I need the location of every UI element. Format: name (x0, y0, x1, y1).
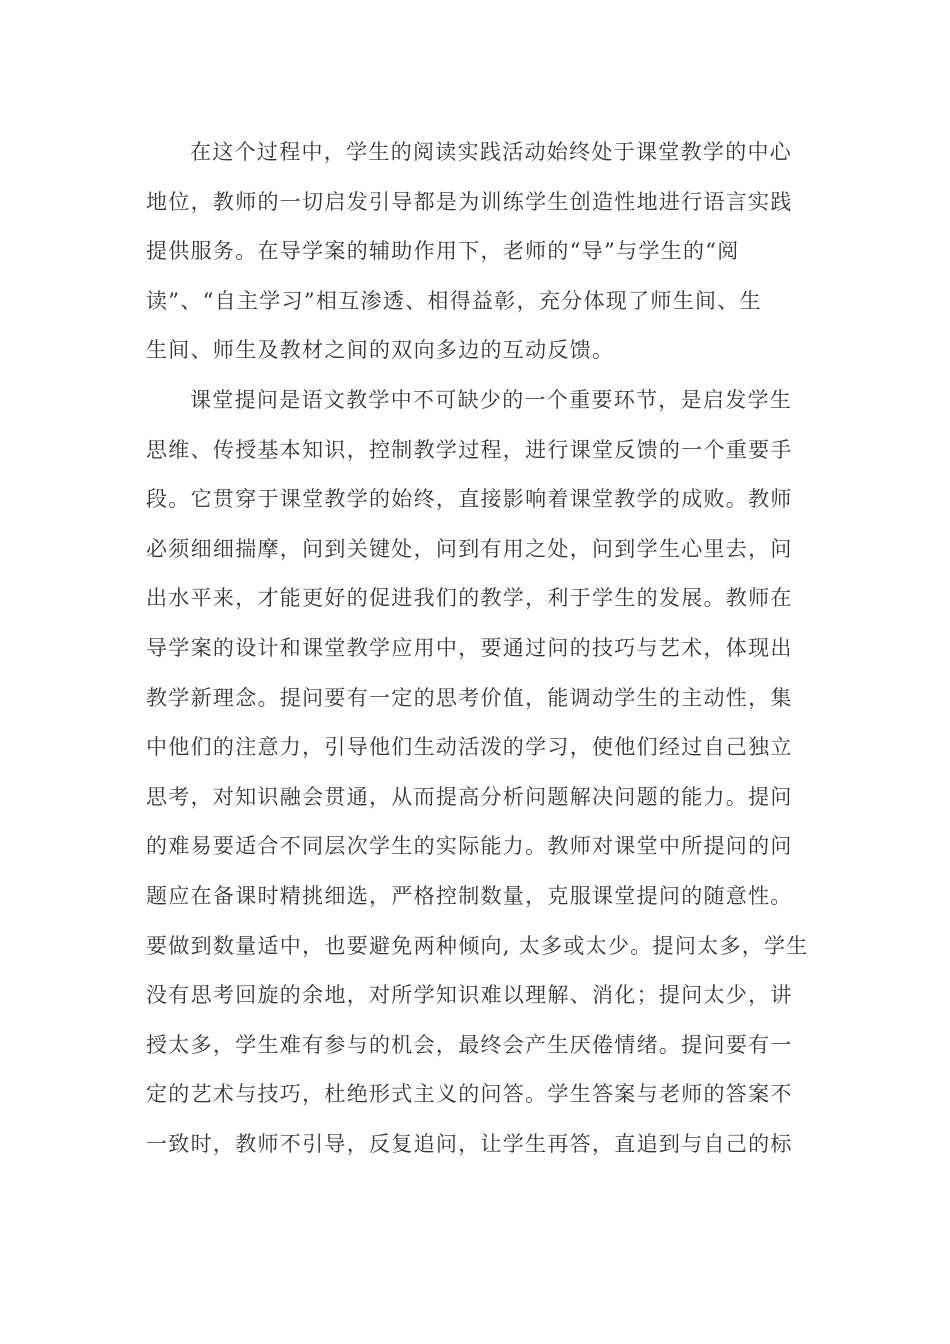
paragraph-2-line-10: 的难易要适合不同层次学生的实际能力。教师对课堂中所提问的问 (146, 834, 793, 859)
body-text (146, 128, 809, 1169)
paragraph-2-line-11: 题应在备课时精挑细选，严格控制数量，克服课堂提问的随意性。 (146, 883, 793, 908)
paragraph-1-line-4: 读”、“自主学习”相互渗透、相得益彰，充分体现了师生间、生 (146, 288, 762, 313)
paragraph-2-line-8: 中他们的注意力，引导他们生动活泼的学习，使他们经过自己独立 (146, 735, 793, 760)
paragraph-2-line-9: 思考，对知识融会贯通，从而提高分析问题解决问题的能力。提问 (146, 784, 793, 809)
paragraph-1-line-2: 地位，教师的一切启发引导都是为训练学生创造性地进行语言实践 (146, 189, 793, 214)
paragraph-2-line-1: 课堂提问是语文教学中不可缺少的一个重要环节，是启发学生 (190, 387, 793, 412)
paragraph-2-line-7: 教学新理念。提问要有一定的思考价值，能调动学生的主动性，集 (146, 685, 793, 710)
paragraph-1-line-5: 生间、师生及教材之间的双向多边的互动反馈。 (146, 338, 615, 363)
paragraph-2-line-13: 没有思考回旋的余地，对所学知识难以理解、消化；提问太少，讲 (146, 983, 793, 1008)
paragraph-2-line-5: 出水平来，才能更好的促进我们的教学，利于学生的发展。教师在 (146, 586, 793, 611)
paragraph-2-line-4: 必须细细揣摩，问到关键处，问到有用之处，问到学生心里去，问 (146, 536, 793, 561)
paragraph-1-line-1: 在这个过程中，学生的阅读实践活动始终处于课堂教学的中心 (190, 140, 793, 164)
paragraph-2-line-16: 一致时，教师不引导，反复追问，让学生再答，直追到与自己的标 (146, 1131, 793, 1156)
paragraph-2-line-3: 段。它贯穿于课堂教学的始终，直接影响着课堂教学的成败。教师 (146, 487, 793, 512)
paragraph-2-line-6: 导学案的设计和课堂教学应用中，要通过问的技巧与艺术，体现出 (146, 635, 793, 660)
paragraph-2-line-15: 定的艺术与技巧，杜绝形式主义的问答。学生答案与老师的答案不 (146, 1082, 793, 1107)
paragraph-2-line-2: 思维、传授基本知识，控制教学过程，进行课堂反馈的一个重要手 (146, 437, 793, 462)
paragraph-1-line-3: 提供服务。在导学案的辅助作用下，老师的“导”与学生的“阅 (146, 239, 740, 264)
paragraph-2-line-12: 要做到数量适中，也要避免两种倾向, 太多或太少。提问太多，学生 (146, 933, 809, 958)
paragraph-2-line-14: 授太多，学生难有参与的机会，最终会产生厌倦情绪。提问要有一 (146, 1032, 793, 1057)
